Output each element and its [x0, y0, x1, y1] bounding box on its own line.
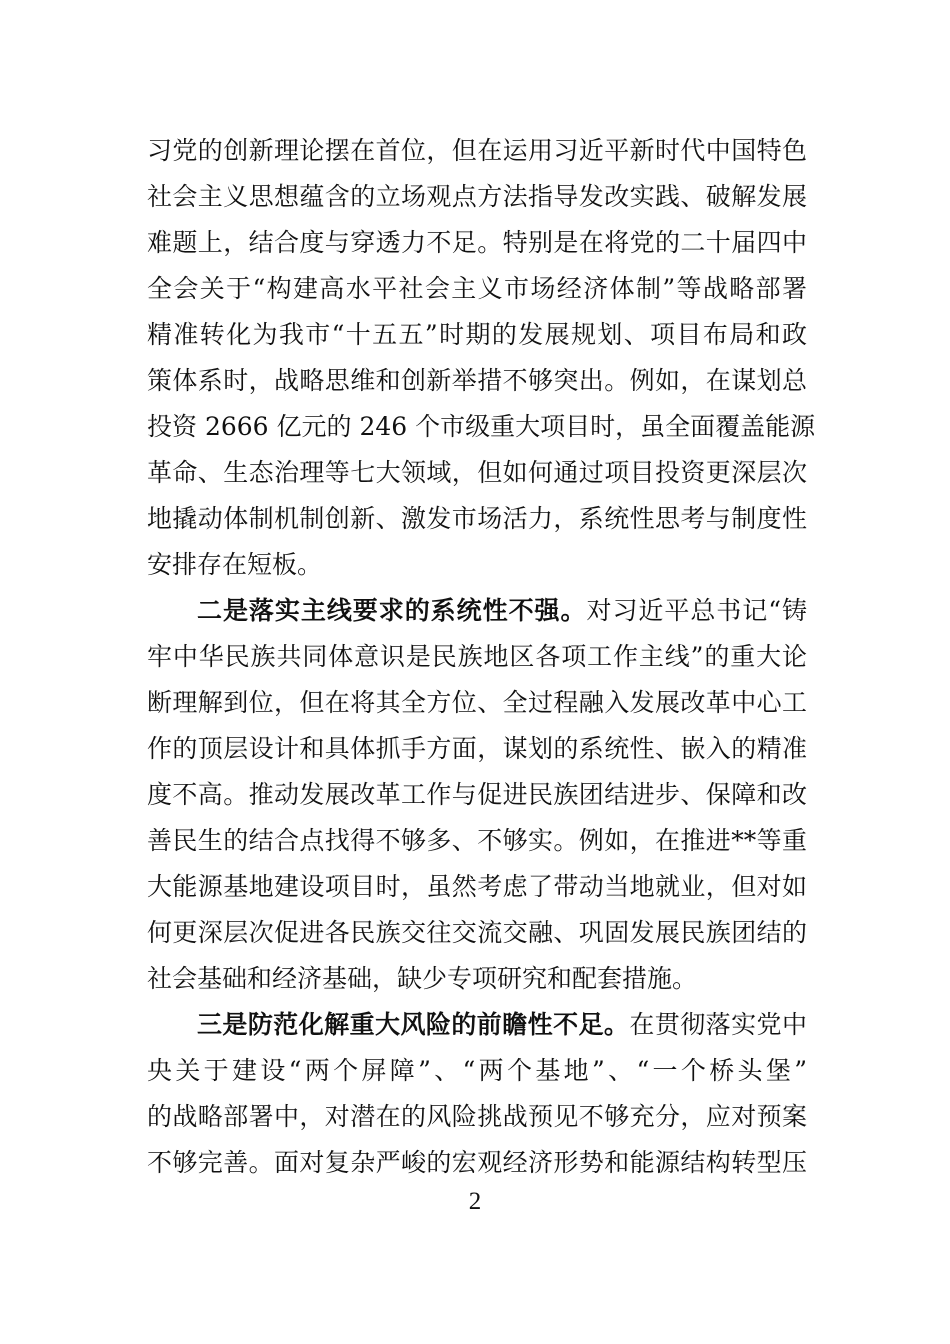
body-text-line: 地撬动体制机制创新、激发市场活力，系统性思考与制度性 [147, 504, 807, 533]
body-text-line: 何更深层次促进各民族交往交流交融、巩固发展民族团结的 [147, 918, 807, 947]
body-text-line: 投资 2666 亿元的 246 个市级重大项目时，虽全面覆盖能源 [147, 412, 816, 441]
paragraph-first-line [197, 588, 807, 634]
body-text-line: 不够完善。面对复杂严峻的宏观经济形势和能源结构转型压 [147, 1148, 807, 1177]
body-text-line: 难题上，结合度与穿透力不足。特别是在将党的二十届四中 [147, 228, 807, 257]
page-number: 2 [468, 1188, 482, 1215]
body-text-span: 对习近平总书记“铸 [586, 596, 807, 625]
section-heading: 二是落实主线要求的系统性不强。 [197, 596, 587, 625]
body-text-line: 安排存在短板。 [147, 550, 323, 579]
body-text-line: 社会基础和经济基础，缺少专项研究和配套措施。 [147, 964, 698, 993]
body-text-line: 的战略部署中，对潜在的风险挑战预见不够充分，应对预案 [147, 1102, 807, 1131]
body-text-line: 作的顶层设计和具体抓手方面，谋划的系统性、嵌入的精准 [147, 734, 807, 763]
body-text-line: 断理解到位，但在将其全方位、全过程融入发展改革中心工 [147, 688, 807, 717]
paragraph-first-line [197, 1002, 807, 1048]
body-text-line: 策体系时，战略思维和创新举措不够突出。例如，在谋划总 [147, 366, 807, 395]
body-text-line: 精准转化为我市“十五五”时期的发展规划、项目布局和政 [147, 320, 807, 349]
body-text-line: 革命、生态治理等七大领域，但如何通过项目投资更深层次 [147, 458, 807, 487]
body-text-span: 在贯彻落实党中 [629, 1010, 807, 1039]
body-text-line: 社会主义思想蕴含的立场观点方法指导发改实践、破解发展 [147, 182, 807, 211]
body-text-line: 大能源基地建设项目时，虽然考虑了带动当地就业，但对如 [147, 872, 807, 901]
body-text-line: 善民生的结合点找得不够多、不够实。例如，在推进**等重 [147, 826, 807, 855]
body-text-line: 习党的创新理论摆在首位，但在运用习近平新时代中国特色 [147, 136, 807, 165]
section-heading: 三是防范化解重大风险的前瞻性不足。 [197, 1010, 630, 1039]
body-text-line: 全会关于“构建高水平社会主义市场经济体制”等战略部署 [147, 274, 807, 303]
body-text-line: 牢中华民族共同体意识是民族地区各项工作主线”的重大论 [147, 642, 807, 671]
body-text-line: 央关于建设“两个屏障”、“两个基地”、“一个桥头堡” [147, 1056, 807, 1085]
body-text-line: 度不高。推动发展改革工作与促进民族团结进步、保障和改 [147, 780, 807, 809]
